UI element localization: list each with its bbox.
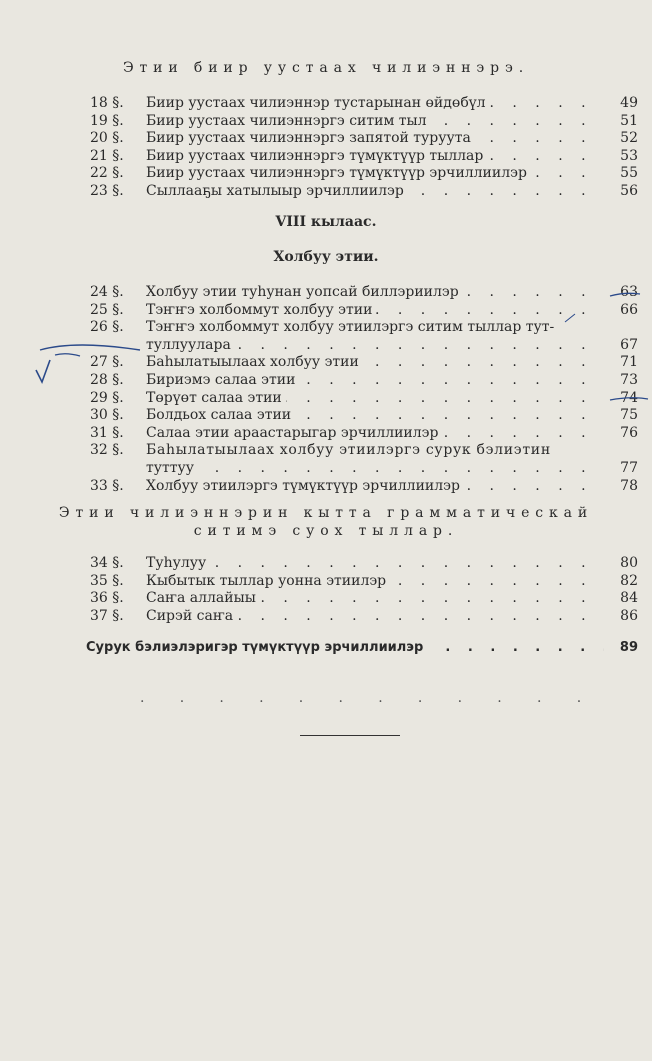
entry-number: 37 §. — [90, 607, 124, 624]
pen-underline-63 — [610, 293, 640, 296]
entry-page: 53 — [620, 147, 638, 164]
entry-number: 32 §. — [90, 442, 124, 459]
pen-check-mark — [36, 360, 50, 382]
entry-page: 75 — [620, 407, 638, 424]
entry-number: 28 §. — [90, 371, 124, 388]
entry-title: Биир уустаах чилиэннэргэ түмүктүүр эрчиллиилэр — [146, 165, 531, 181]
entry-page: 66 — [620, 301, 638, 318]
entry-title-cont: туттуу — [146, 460, 198, 476]
entry-title: Туһулуу — [146, 555, 210, 571]
entry-title: Саҥа аллайыы — [146, 590, 260, 606]
section-header: Этии биир уустаах чилиэннэрэ. — [122, 60, 530, 76]
entry-page: 63 — [620, 284, 638, 300]
entry-number: 30 §. — [90, 407, 124, 424]
entry-page: 77 — [620, 459, 638, 476]
entry-title: Тэҥҥэ холбоммут холбуу этии — [146, 302, 376, 318]
entry-number: 33 §. — [90, 477, 124, 494]
entry-number: 35 §. — [90, 572, 124, 589]
pen-tick — [565, 314, 575, 322]
entry-title: Сирэй саҥа — [146, 608, 237, 624]
entry-number: 27 §. — [90, 354, 124, 371]
entry-title: Баһылатыылаах холбуу этии — [146, 354, 363, 370]
pen-underline-74 — [610, 398, 648, 400]
section-header-2b: ситимэ суох тыллар. — [193, 523, 459, 539]
faint-dotted-line: . . . . . . . . . . . . — [140, 690, 597, 706]
entry-title: Холбуу этиилэргэ түмүктүүр эрчиллиилэр — [146, 478, 464, 494]
entry-number: 18 §. — [90, 95, 124, 111]
chapter-title: VIII кылаас. — [275, 214, 377, 230]
entry-number: 34 §. — [90, 555, 124, 571]
entry-title: Биир уустаах чилиэннэргэ түмүктүүр тыллар — [146, 148, 487, 164]
entry-page: 76 — [620, 424, 638, 441]
chapter-subtitle: Холбуу этии. — [273, 249, 379, 265]
entry-page: 80 — [620, 555, 638, 571]
entry-title: Биир уустаах чилиэннэргэ ситим тыл — [146, 113, 431, 129]
entry-page: 55 — [620, 165, 638, 182]
entry-number: 31 §. — [90, 424, 124, 441]
entry-title: Кыбытык тыллар уонна этиилэр — [146, 573, 390, 589]
entry-title: Төрүөт салаа этии — [146, 390, 286, 406]
entry-number: 22 §. — [90, 165, 124, 182]
entry-page: 86 — [620, 607, 638, 624]
entry-page: 74 — [620, 389, 638, 406]
entry-page: 84 — [620, 590, 638, 607]
entry-title: Сурук бэлиэлэригэр түмүктүүр эрчиллиилэр — [86, 640, 427, 655]
entry-page: 73 — [620, 371, 638, 388]
entry-title: Болдьох салаа этии — [146, 407, 295, 423]
entry-page: 78 — [620, 477, 638, 494]
section-header-2: Этии чилиэннэрин кытта грамматическай — [58, 505, 594, 521]
entry-title: Биир уустаах чилиэннэр тустарынан өйдөбүл — [146, 95, 490, 111]
entry-number: 23 §. — [90, 182, 124, 199]
entry-number: 19 §. — [90, 112, 124, 129]
entry-title: Холбуу этии туһунан уопсай биллэриилэр — [146, 284, 463, 300]
entry-title: Салаа этии араастарыгар эрчиллиилэр — [146, 425, 442, 441]
entry-number: 29 §. — [90, 389, 124, 406]
entry-page: 67 — [620, 336, 638, 353]
pen-stroke — [55, 354, 80, 356]
entry-page: 49 — [620, 95, 638, 111]
entry-title-cont: туллуулара — [146, 337, 235, 353]
entry-page: 71 — [620, 354, 638, 371]
entry-page: 52 — [620, 130, 638, 147]
entry-page: 56 — [620, 182, 638, 199]
entry-number: 21 §. — [90, 147, 124, 164]
entry-title: Биир уустаах чилиэннэргэ запятой туруута — [146, 130, 475, 146]
entry-page: 89 — [619, 640, 638, 655]
entry-number: 25 §. — [90, 301, 124, 318]
entry-page: 51 — [620, 112, 638, 129]
entry-number: 36 §. — [90, 590, 124, 607]
entry-number: 20 §. — [90, 130, 124, 147]
pen-bracket-mark — [40, 345, 140, 350]
entry-title: Бириэмэ салаа этии — [146, 372, 299, 388]
entry-title: Тэҥҥэ холбоммут холбуу этиилэргэ ситим тыллар тут- — [146, 319, 555, 336]
entry-title: Сыллааҕы хатылыыр эрчиллиилэр — [146, 183, 408, 199]
entry-number: 24 §. — [90, 284, 124, 300]
entry-page: 82 — [620, 572, 638, 589]
entry-title: Баһылатыылаах холбуу этиилэргэ сурук бэлиэтин — [146, 442, 551, 459]
entry-number: 26 §. — [90, 319, 124, 336]
